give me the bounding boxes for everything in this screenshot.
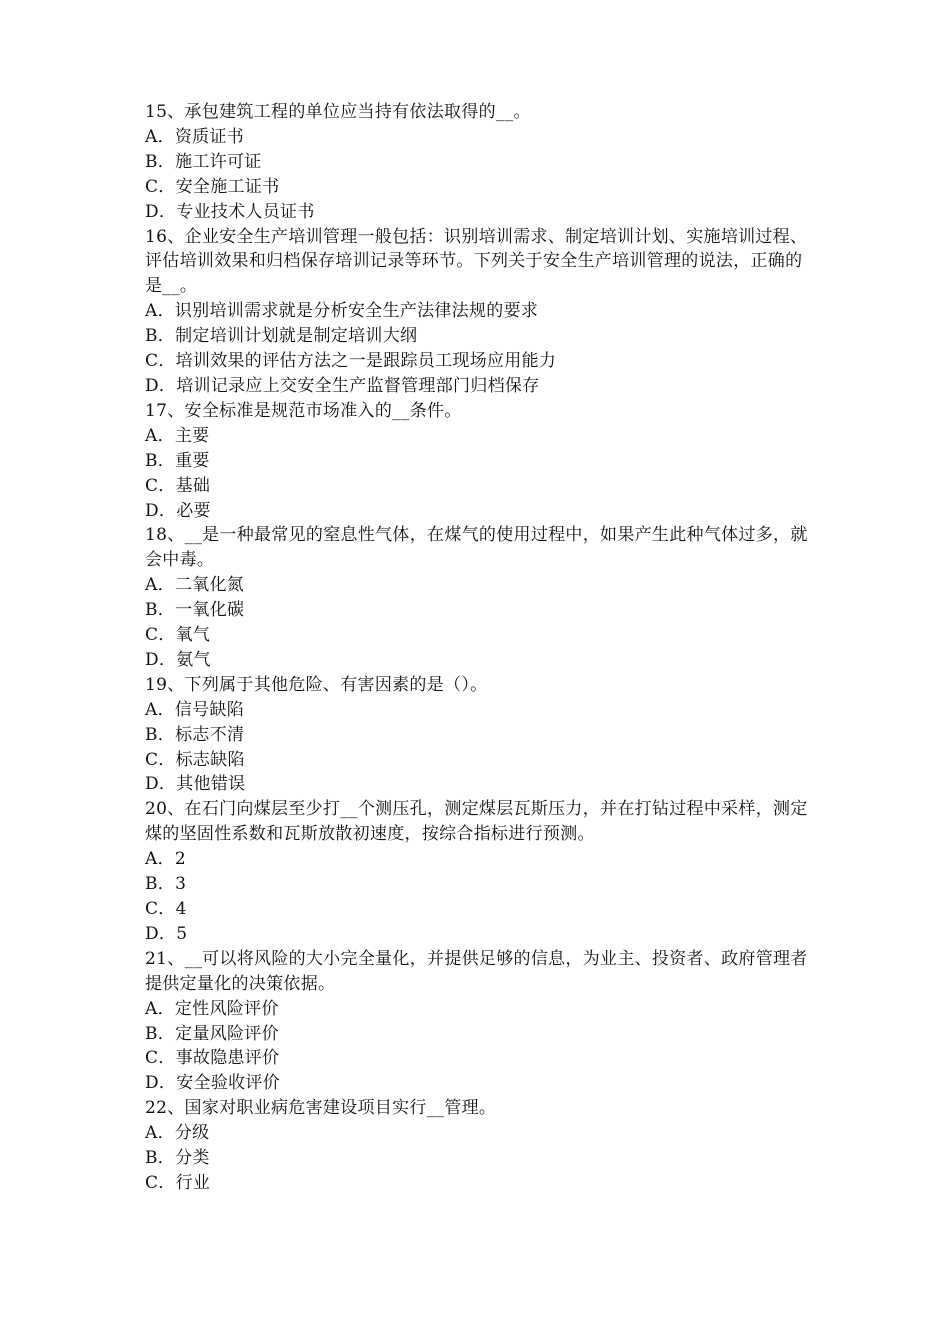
question-block (145, 399, 815, 524)
option-a: A．信号缺陷 (145, 699, 245, 720)
question-list (145, 100, 815, 1196)
option-a: A．二氧化氮 (145, 575, 245, 596)
option-d: D．必要 (145, 500, 211, 521)
question-block (145, 673, 815, 798)
option-a: A．识别培训需求就是分析安全生产法律法规的要求 (145, 301, 539, 322)
question-text: 18、__是一种最常见的窒息性气体，在煤气的使用过程中，如果产生此种气体过多，就会中毒。 (145, 525, 808, 571)
option-c: C．行业 (145, 1172, 211, 1193)
option-b: B．3 (145, 874, 187, 895)
option-a: A．资质证书 (145, 126, 245, 147)
question-text: 21、__可以将风险的大小完全量化，并提供足够的信息，为业主、投资者、政府管理者提供定量化的决策依据。 (145, 948, 808, 994)
question-text: 15、承包建筑工程的单位应当持有依法取得的__。 (145, 102, 531, 122)
question-text: 20、在石门向煤层至少打__个测压孔，测定煤层瓦斯压力，并在打钻过程中采样，测定煤的坚固性系数和瓦斯放散初速度，按综合指标进行预测。 (145, 799, 808, 845)
question-block (145, 100, 815, 225)
option-c: C．培训效果的评估方法之一是跟踪员工现场应用能力 (145, 351, 557, 372)
option-c: C．4 (145, 899, 187, 919)
option-d: D．其他错误 (145, 774, 246, 795)
option-c: C．氧气 (145, 625, 211, 646)
option-b: B．重要 (145, 450, 210, 471)
option-d: D．5 (145, 923, 188, 944)
option-d: D．培训记录应上交安全生产监督管理部门归档保存 (145, 375, 540, 396)
question-text: 16、企业安全生产培训管理一般包括：识别培训需求、制定培训计划、实施培训过程、评估培训效果和归档保存培训记录等环节。下列关于安全生产培训管理的说法，正确的是__。 (145, 226, 808, 297)
option-b: B．标志不清 (145, 724, 245, 745)
option-d: D．氨气 (145, 649, 211, 670)
question-block (145, 1096, 815, 1196)
option-a: A．分级 (145, 1123, 210, 1144)
question-block (145, 947, 815, 1096)
option-b: B．分类 (145, 1148, 210, 1169)
option-a: A．定性风险评价 (145, 998, 279, 1019)
option-c: C．基础 (145, 475, 211, 496)
option-a: A．2 (145, 849, 186, 870)
question-block (145, 797, 815, 946)
question-block (145, 225, 815, 399)
option-c: C．事故隐患评价 (145, 1048, 280, 1069)
option-c: C．安全施工证书 (145, 176, 280, 197)
option-b: B．一氧化碳 (145, 600, 245, 621)
option-c: C．标志缺陷 (145, 749, 245, 770)
question-text: 22、国家对职业病危害建设项目实行__管理。 (145, 1098, 497, 1119)
option-a: A．主要 (145, 425, 210, 446)
option-d: D．专业技术人员证书 (145, 201, 315, 222)
option-b: B．施工许可证 (145, 151, 262, 172)
question-text: 19、下列属于其他危险、有害因素的是（）。 (145, 674, 488, 695)
question-block (145, 523, 815, 672)
option-b: B．制定培训计划就是制定培训大纲 (145, 326, 418, 347)
question-text: 17、安全标准是规范市场准入的__条件。 (145, 400, 462, 421)
option-b: B．定量风险评价 (145, 1023, 279, 1044)
option-d: D．安全验收评价 (145, 1073, 281, 1094)
